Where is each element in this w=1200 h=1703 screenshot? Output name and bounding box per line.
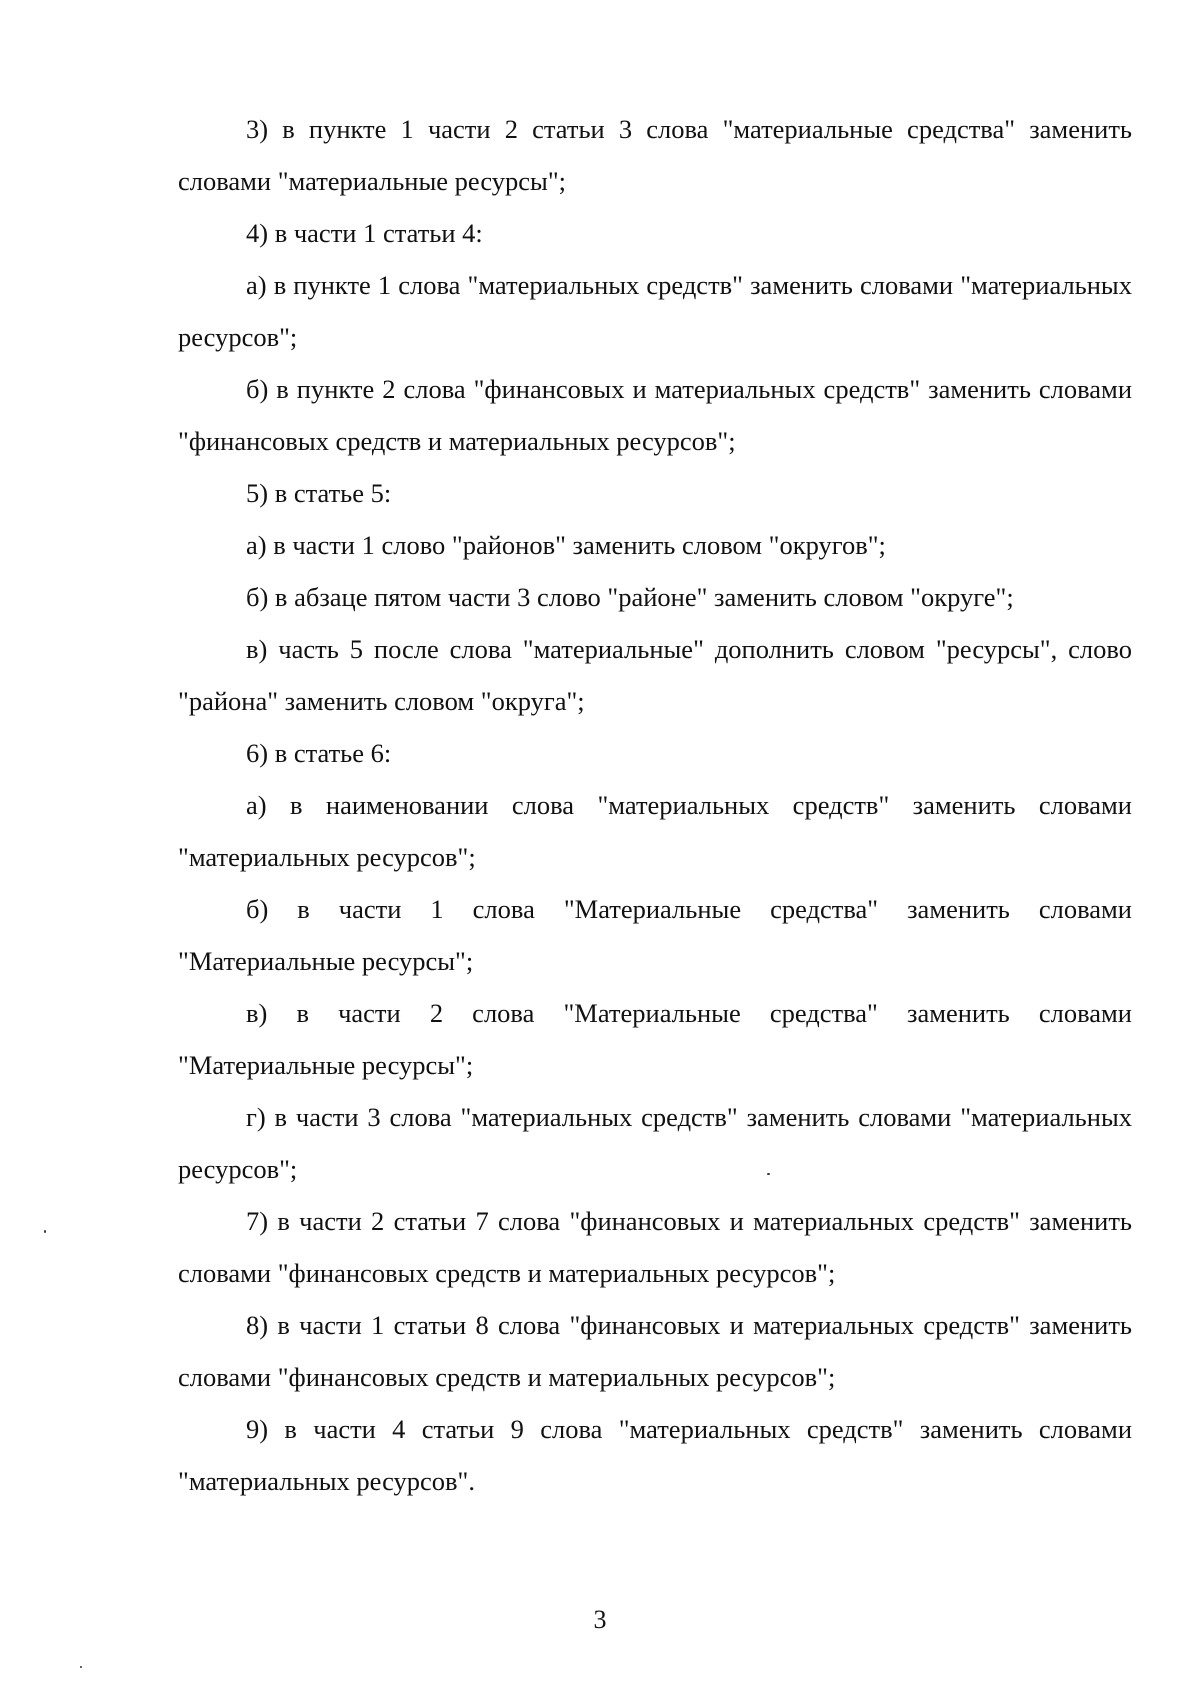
paragraph-item-4: 4) в части 1 статьи 4:	[246, 218, 483, 248]
paragraph-item-6a: а) в наименовании слова "материальных средств" заменить словами "материальных ресурсов";	[178, 790, 1132, 872]
scan-speck	[80, 1666, 82, 1668]
paragraph-item-6b: б) в части 1 слова "Материальные средства" заменить словами "Материальные ресурсы";	[178, 894, 1132, 976]
paragraph-item-4a: а) в пункте 1 слова "материальных средств" заменить словами "материальных ресурсов";	[178, 270, 1132, 352]
paragraph-item-6: 6) в статье 6:	[246, 738, 392, 768]
scan-speck	[44, 1230, 46, 1233]
paragraph-item-3: 3) в пункте 1 части 2 статьи 3 слова "материальные средства" заменить словами "материальные ресурсы";	[178, 114, 1132, 196]
scan-speck	[767, 1173, 770, 1175]
paragraph-item-5v: в) часть 5 после слова "материальные" дополнить словом "ресурсы", слово "района" заменить словом "округа";	[178, 634, 1132, 716]
paragraph-item-9: 9) в части 4 статьи 9 слова "материальных средств" заменить словами "материальных ресурсов".	[178, 1414, 1132, 1496]
paragraph-item-7: 7) в части 2 статьи 7 слова "финансовых и материальных средств" заменить словами "финансовых средств и материальных ресурсов";	[178, 1206, 1132, 1288]
paragraph-item-6g: г) в части 3 слова "материальных средств" заменить словами "материальных ресурсов";	[178, 1102, 1132, 1184]
document-body	[178, 103, 1132, 1507]
paragraph-item-5b: б) в абзаце пятом части 3 слово "районе" заменить словом "округе";	[246, 582, 1014, 612]
paragraph-item-5a: а) в части 1 слово "районов" заменить словом "округов";	[246, 530, 886, 560]
paragraph-item-8: 8) в части 1 статьи 8 слова "финансовых и материальных средств" заменить словами "финансовых средств и материальных ресурсов";	[178, 1310, 1132, 1392]
page-number: 3	[593, 1605, 607, 1634]
paragraph-item-4b: б) в пункте 2 слова "финансовых и материальных средств" заменить словами "финансовых средств и материальных ресурсов";	[178, 374, 1132, 456]
paragraph-item-5: 5) в статье 5:	[246, 478, 392, 508]
paragraph-item-6v: в) в части 2 слова "Материальные средства" заменить словами "Материальные ресурсы";	[178, 998, 1132, 1080]
